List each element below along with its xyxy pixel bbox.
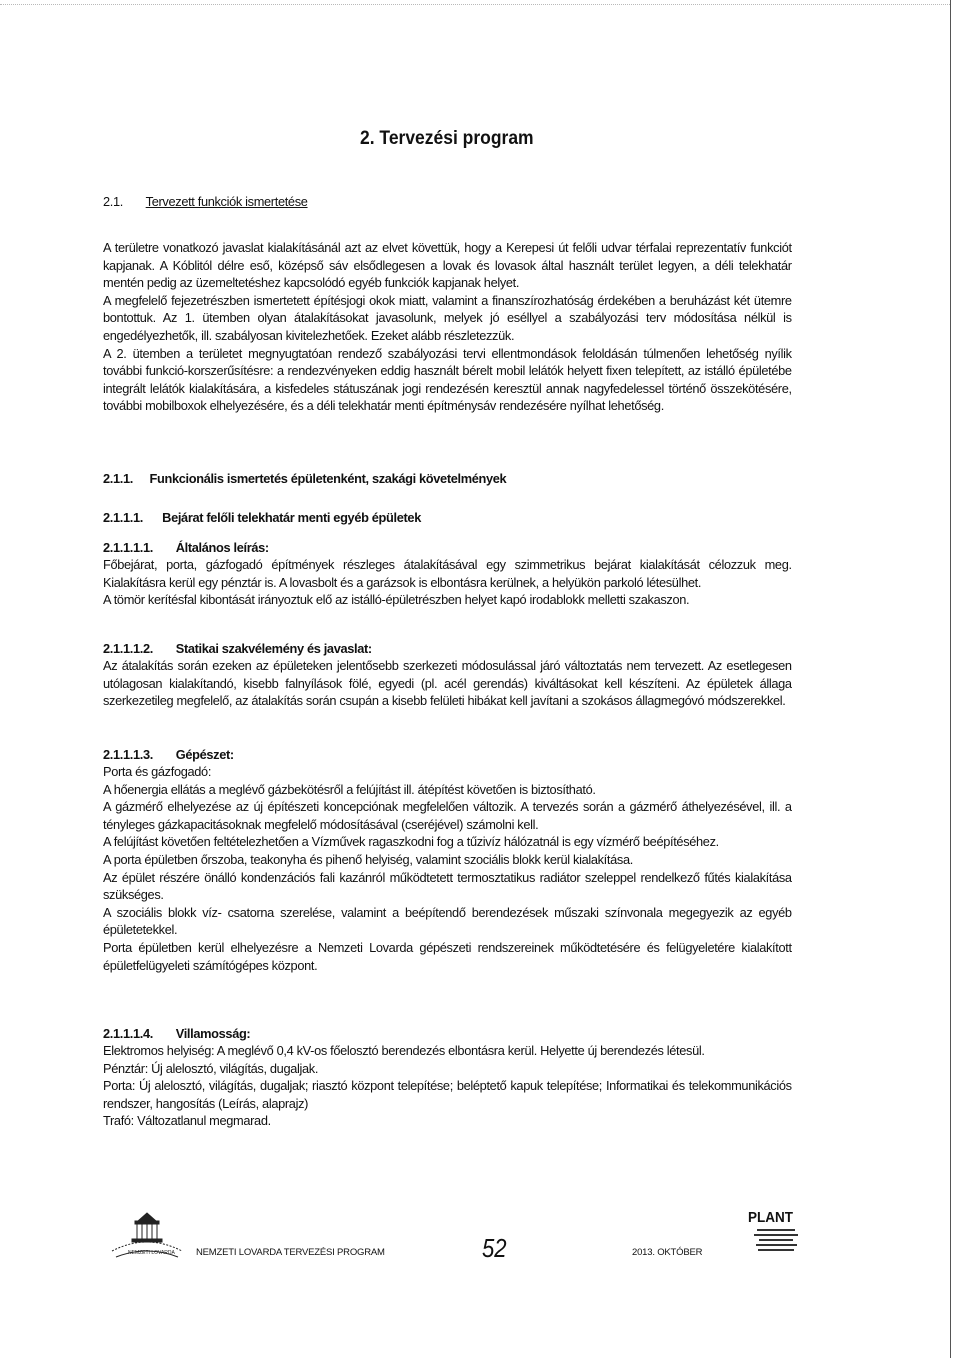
plant-brand: PLANT bbox=[748, 1209, 793, 1226]
subsection-title: Statikai szakvélemény és javaslat: bbox=[175, 641, 372, 656]
logo-lettering: NEMZETI LOVARDA bbox=[128, 1250, 175, 1256]
subsection-number: 2.1.1.1. bbox=[103, 510, 143, 525]
intro-block bbox=[103, 239, 792, 415]
body-paragraph: A felújítást követően feltételezhetően a Vízművek ragaszkodni fog a tűzivíz hálózatnál is egy vízmérő beépítéséhez. bbox=[103, 834, 719, 850]
chapter-title: 2. Tervezési program bbox=[360, 128, 534, 149]
subsection-title: Villamosság: bbox=[175, 1026, 251, 1041]
section-title: Tervezett funkciók ismertetése bbox=[145, 194, 308, 209]
body-paragraph: Pénztár: Új alelosztó, világítás, dugaljak. bbox=[103, 1060, 319, 1076]
body-paragraph: A tömör kerítésfal kibontását irányoztuk elő az istálló-épületrészben helyet kapó irodablokk melletti szakaszon. bbox=[103, 592, 690, 608]
subsection-title: Általános leírás: bbox=[175, 540, 269, 555]
body-paragraph: Főbejárat, porta, gázfogadó építmények részleges átalakításával egy szimmetrikus bejárat kialakítását célozzuk meg. Kialakításra kerül egy pénztár is. A lovasbolt és a garázsok is elbontásra kerülnek, a helyükön parkoló létesülhet. bbox=[103, 557, 792, 590]
structural-block bbox=[103, 657, 792, 710]
intro-paragraph: A 2. ütemben a területet megnyugtatóan rendező szabályozási tervi ellentmondások feloldásán túlmenően lehetőség nyílik további funkció-korszerűsítésre: a rendezvényeken eddig használt bérelt mobil lelátók helyett fixen telepített, az istálló épületébe integrált lelátók kialakítására, a kisfedeles státuszának jogi rendezésén keresztül annak nagyfedelessel történő összekötésére, további mobilboxok elhelyezésére, és a déli telekhatár menti építménysáv rendezésére nyílhat lehetőség. bbox=[103, 345, 792, 414]
body-paragraph: A porta épületben őrszoba, teakonyha és pihenő helyiség, valamint szociális blokk kerül kialakítása. bbox=[103, 851, 633, 867]
intro-paragraph: A megfelelő fejezetrészben ismertetett építésjogi okok miatt, valamint a finanszírozhatóság érdekében a beruházást két ütemre bontottuk. Az 1. ütemben olyan átalakításokat javasolunk, melyek jó eséllyel a szabályozási terv módosítása nélkül is engedélyezhetők, ill. szabályosan kivitelezhetőek. Ezeket alább részletezzük. bbox=[103, 292, 792, 343]
footer-doc-title: NEMZETI LOVARDA TERVEZÉSI PROGRAM bbox=[196, 1247, 385, 1258]
footer-date: 2013. OKTÓBER bbox=[632, 1247, 703, 1258]
subsection-number: 2.1.1.1.3. bbox=[103, 747, 153, 762]
body-paragraph: Elektromos helyiség: A meglévő 0,4 kV-os főelosztó berendezés elbontásra kerül. Helyette új berendezés létesül. bbox=[103, 1043, 705, 1058]
body-paragraph: Az átalakítás során ezeken az épületeken jelentősebb szerkezeti módosulással járó változtatás nem tervezett. Az esetlegesen utólagosan kialakítandó, kisebb falnyílások fölé, egyedi (pl. acél gerendás) kiváltásokat kell készíteni. Az épületek állaga szerkezetileg megfelelő, az átalakítás során csupán a kisebb felületi hibákat kell javítani a szokásos állagmegóvó módszerekkel. bbox=[103, 658, 792, 709]
subsection-title: Funkcionális ismertetés épületenként, szakági követelmények bbox=[149, 471, 507, 486]
body-paragraph: Porta: Új alelosztó, világítás, dugaljak; riasztó központ telepítése; beléptető kapuk telepítése; Informatikai és telekommunikációs rendszer, hangosítás (Leírás, alaprajz) bbox=[103, 1078, 792, 1111]
subsection-number: 2.1.1.1.2. bbox=[103, 641, 153, 656]
page-number: 52 bbox=[482, 1233, 507, 1263]
body-paragraph: A szociális blokk víz- csatorna szerelése, valamint a beépítendő berendezések műszaki színvonala megegyezik az egyéb épületetekkel. bbox=[103, 904, 792, 938]
page-footer bbox=[0, 1195, 960, 1275]
plant-fine-print bbox=[752, 1229, 800, 1254]
body-paragraph: A gázmérő elhelyezése az új építészeti koncepciónak megfelelően változik. A tervezés során a gázmérő áthelyezésével, ill. a tényleges gázkapacitásoknak megfelelő módosításával (cseréjével) számolni kell. bbox=[103, 799, 792, 832]
right-margin-line bbox=[950, 0, 951, 1358]
electrical-block bbox=[103, 1042, 792, 1130]
body-paragraph: Porta épületben kerül elhelyezésre a Nemzeti Lovarda gépészeti rendszereinek működtetésére és felügyeletére kialakított épületfelügyeleti számítógépes központ. bbox=[103, 939, 792, 973]
top-scan-line bbox=[0, 4, 950, 5]
subsection-number: 2.1.1.1.4. bbox=[103, 1026, 153, 1041]
subsection-title: Bejárat felőli telekhatár menti egyéb épületek bbox=[162, 510, 421, 525]
body-paragraph: Az épület részére önálló kondenzációs fali kazánról működtetett termosztatikus radiátor szeleppel rendelkező fűtés kialakítása szükséges. bbox=[103, 869, 792, 903]
body-paragraph: A hőenergia ellátás a meglévő gázbekötésről a felújítást ill. átépítést követően is biztosítható. bbox=[103, 781, 596, 797]
subsection-number: 2.1.1. bbox=[103, 471, 133, 486]
intro-paragraph: A területre vonatkozó javaslat kialakításánál azt az elvet követtük, hogy a Kerepesi út felőli udvar térfalai reprezentatív funkciót kapjanak. A Kóblitól délre eső, középső sáv elsődlegesen a lovak és lovasok által használt terület legyen, a déli telekhatár mentén pedig az üzemeltetéshez kapcsolódó egyéb funkciók kapjanak helyet. bbox=[103, 240, 792, 291]
subsection-title: Gépészet: bbox=[175, 747, 234, 762]
body-paragraph: Porta és gázfogadó: bbox=[103, 764, 212, 779]
subsection-number: 2.1.1.1.1. bbox=[103, 540, 153, 555]
section-number: 2.1. bbox=[103, 194, 123, 209]
mechanical-block bbox=[103, 763, 792, 974]
lovarda-logo bbox=[108, 1207, 186, 1267]
general-description-block bbox=[103, 556, 792, 609]
body-paragraph: Trafó: Változatlanul megmarad. bbox=[103, 1113, 271, 1129]
